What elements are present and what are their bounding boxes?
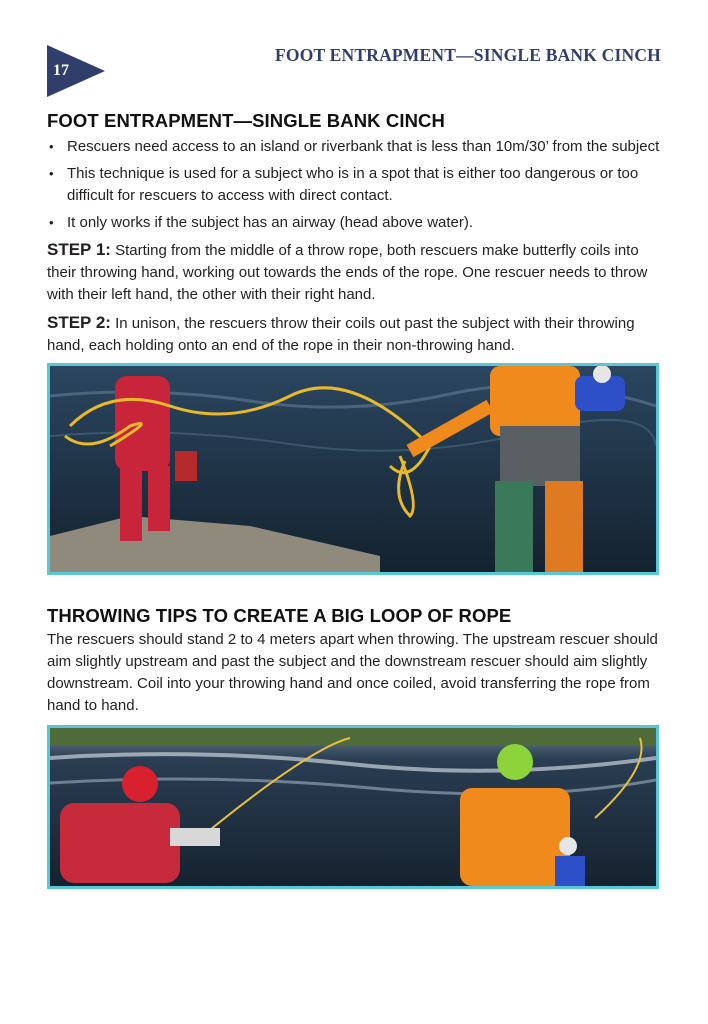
throwing-tips-body: The rescuers should stand 2 to 4 meters apart when throwing. The upstream rescuer should aim slightly upstream and past the subject and the downstream rescuer should aim slightly downstream. Coil into your throwing hand and once coiled, avoid transferring the rope from hand to hand. [47,631,658,714]
bullet-dot-icon: • [49,215,54,230]
bullet-text: It only works if the subject has an airway (head above water). [67,214,474,231]
bullet-item [47,136,665,158]
section-heading-single-bank-cinch: FOOT ENTRAPMENT—SINGLE BANK CINCH [47,110,445,131]
bullet-item [47,212,665,234]
page-number: 17 [53,62,69,79]
photo-rescuers-loop-throw [47,725,659,889]
page-content [47,110,665,889]
bullet-dot-icon: • [49,166,54,181]
bullet-text: Rescuers need access to an island or riverbank that is less than 10m/30’ from the subject [67,138,660,155]
page-number-tab [47,45,105,97]
photo-rescuers-throwing-coils [47,363,659,575]
bullet-list [47,136,665,234]
step-2-label: STEP 2: [47,313,111,332]
bullet-text: This technique is used for a subject who is in a spot that is either too dangerous or too difficult for rescuers to access with direct contact. [67,165,639,204]
step-1-label: STEP 1: [47,240,111,259]
bullet-item [47,163,665,207]
step-1-text: Starting from the middle of a throw rope, both rescuers make butterfly coils into their throwing hand, working out towards the ends of the rope. One rescuer needs to throw with their left hand, the other with their right hand. [47,242,648,303]
section-heading-throwing-tips: THROWING TIPS TO CREATE A BIG LOOP OF ROPE [47,605,512,626]
step-2-text: In unison, the rescuers throw their coils out past the subject with their throwing hand, each holding onto an end of the rope in their non-throwing hand. [47,315,635,354]
step-2 [47,312,665,357]
running-head: FOOT ENTRAPMENT—SINGLE BANK CINCH [275,45,661,65]
step-1 [47,239,665,306]
bullet-dot-icon: • [49,139,54,154]
